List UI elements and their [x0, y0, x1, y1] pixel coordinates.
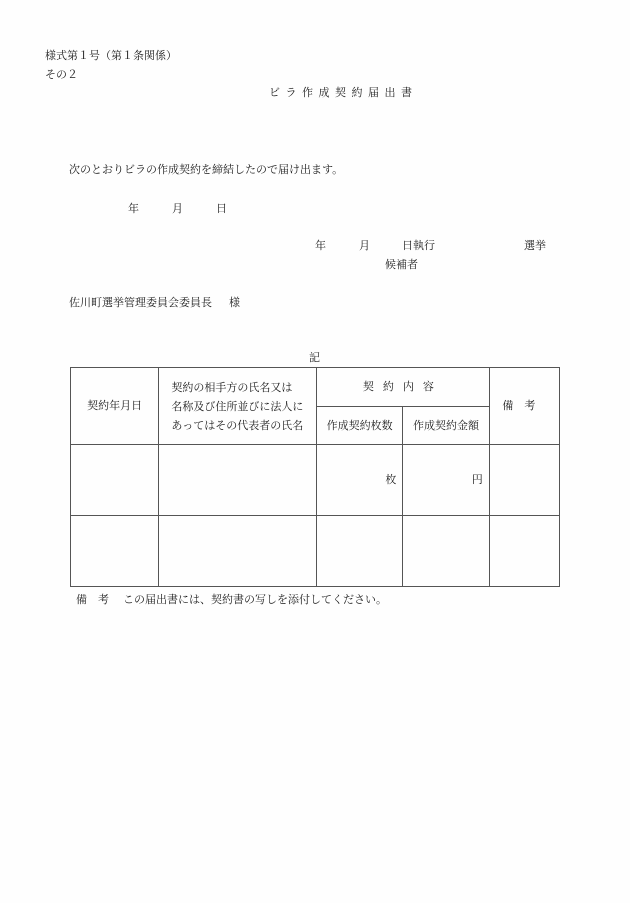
cell-partner[interactable] [159, 516, 317, 587]
header-contract-date: 契約年月日 [71, 368, 159, 445]
header-remarks: 備考 [489, 368, 559, 445]
table-row [71, 445, 560, 516]
cell-partner[interactable] [159, 445, 317, 516]
cell-sheet-count[interactable] [317, 516, 403, 587]
election-date [315, 240, 435, 251]
yen-unit-label: 円 [471, 473, 483, 487]
footnote-text: この届出書には、契約書の写しを添付してください。 [123, 593, 387, 606]
header-sheet-count: 作成契約枚数 [317, 407, 403, 445]
intro-text: 次のとおりビラの作成契約を締結したので届け出ます。 [69, 163, 344, 176]
header-amount: 作成契約金額 [403, 407, 489, 445]
header-contract-content: 契約内容 [317, 368, 490, 407]
exec-day-label: 日執行 [402, 239, 435, 252]
ki-label: 記 [309, 351, 320, 364]
date-month-label: 月 [172, 202, 183, 215]
cell-remarks[interactable] [489, 445, 559, 516]
header-partner-line-3: あってはその代表者の氏名 [171, 418, 304, 432]
header-partner [159, 368, 317, 445]
header-partner-line-2: 名称及び住所並びに法人に [171, 399, 304, 413]
submission-date [128, 203, 227, 214]
cell-remarks[interactable] [489, 516, 559, 587]
addressee-name: 佐川町選挙管理委員会委員長 [69, 296, 212, 309]
footnote-label: 備考 [76, 593, 120, 606]
table-row [71, 516, 560, 587]
cell-sheet-count[interactable] [317, 445, 403, 516]
honorific: 様 [229, 296, 240, 309]
cell-contract-date[interactable] [71, 445, 159, 516]
sub-number: その２ [45, 68, 78, 81]
header-partner-line-1: 契約の相手方の氏名又は [171, 380, 293, 394]
election-label: 選挙 [524, 239, 546, 252]
candidate-label: 候補者 [385, 258, 418, 271]
addressee [69, 297, 240, 308]
document-title: ビラ作成契約届出書 [269, 86, 418, 99]
sheet-unit-label: 枚 [385, 473, 397, 487]
exec-month-label: 月 [359, 239, 370, 252]
date-day-label: 日 [216, 202, 227, 215]
contract-table [70, 367, 560, 587]
date-year-label: 年 [128, 202, 139, 215]
form-number: 様式第１号（第１条関係） [45, 49, 177, 62]
cell-amount[interactable] [403, 516, 489, 587]
exec-year-label: 年 [315, 239, 326, 252]
cell-contract-date[interactable] [71, 516, 159, 587]
cell-amount[interactable] [403, 445, 489, 516]
footnote [76, 594, 387, 605]
